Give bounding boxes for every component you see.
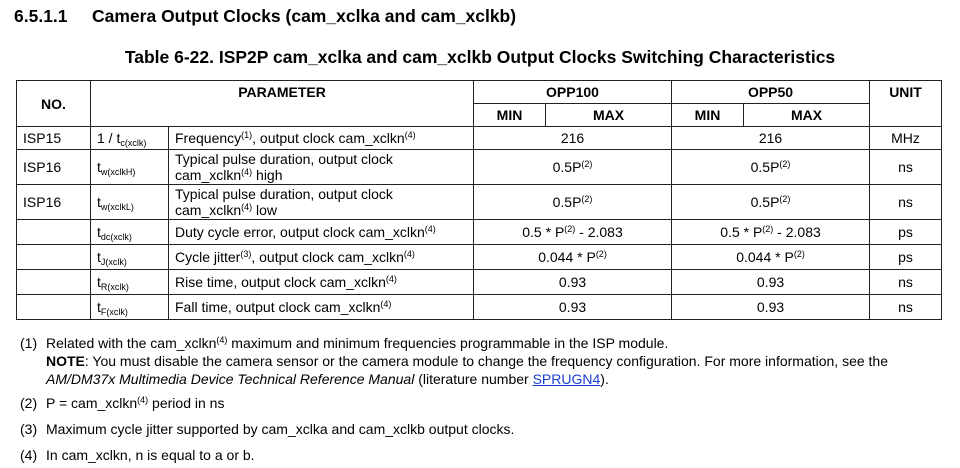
- footnote-ref: (2): [779, 159, 791, 169]
- footnote-ref: (4): [216, 335, 228, 345]
- table-row: [17, 220, 942, 245]
- footnote-ref: (1): [241, 130, 253, 140]
- description-text: high: [252, 167, 283, 183]
- footnote-ref: (2): [581, 159, 593, 169]
- footnote-ref: (4): [137, 395, 149, 405]
- row-unit: ns: [870, 150, 942, 185]
- symbol-subscript: c(xclk): [120, 138, 147, 148]
- footnote-ref: (2): [779, 194, 791, 204]
- opp100-value: [474, 127, 672, 150]
- row-number: [17, 220, 91, 245]
- row-unit: ps: [870, 245, 942, 270]
- opp50-value: [672, 185, 870, 220]
- header-opp50-min: MIN: [672, 104, 744, 127]
- row-description: [169, 270, 474, 295]
- row-symbol: [91, 127, 169, 150]
- note-text: (literature number: [414, 371, 533, 387]
- header-opp100-max: MAX: [546, 104, 672, 127]
- opp50-value: [672, 150, 870, 185]
- description-text: Frequency: [175, 130, 242, 146]
- symbol-subscript: F(xclk): [100, 307, 128, 317]
- row-description: [169, 127, 474, 150]
- symbol-text: 1 / t: [97, 130, 121, 146]
- description-text: Cycle jitter: [175, 249, 241, 265]
- symbol-subscript: R(xclk): [100, 282, 129, 292]
- value-text: 0.5P: [552, 159, 582, 175]
- footnote-ref: (4): [385, 274, 397, 284]
- value-text: 0.5P: [552, 194, 582, 210]
- opp50-value: [672, 220, 870, 245]
- description-text: Duty cycle error, output clock cam_xclkn: [175, 224, 425, 240]
- row-number: ISP15: [17, 127, 91, 150]
- table-row: [17, 295, 942, 320]
- opp50-value: [672, 295, 870, 320]
- table-row: [17, 185, 942, 220]
- footnote-ref: (4): [404, 130, 416, 140]
- footnote-text: P = cam_xclkn: [46, 395, 138, 411]
- row-number: ISP16: [17, 185, 91, 220]
- row-description: [169, 245, 474, 270]
- footnote-text: maximum and minimum frequencies programmable in the ISP module.: [227, 335, 669, 351]
- table-row: [17, 127, 942, 150]
- description-text: low: [252, 202, 278, 218]
- opp100-value: [474, 185, 672, 220]
- value-text: 0.93: [558, 299, 587, 315]
- row-number: ISP16: [17, 150, 91, 185]
- row-symbol: [91, 220, 169, 245]
- footnote-text: Maximum cycle jitter supported by cam_xclka and cam_xclkb output clocks.: [46, 421, 515, 437]
- footnote-ref: (2): [595, 249, 607, 259]
- row-symbol: [91, 185, 169, 220]
- symbol-subscript: w(xclkH): [100, 167, 136, 177]
- symbol-text: t: [97, 299, 101, 315]
- symbol-subscript: dc(xclk): [100, 232, 132, 242]
- table-row: [17, 150, 942, 185]
- switching-characteristics-table: [16, 80, 942, 320]
- footnote-ref: (3): [240, 249, 252, 259]
- footnote-text: Related with the cam_xclkn: [46, 335, 217, 351]
- section-number: 6.5.1.1: [14, 6, 68, 26]
- value-text: 0.5P: [750, 194, 780, 210]
- header-no: NO.: [17, 81, 91, 127]
- header-opp100-min: MIN: [474, 104, 546, 127]
- value-text: 0.044 * P: [538, 249, 596, 265]
- header-unit: UNIT: [870, 81, 942, 127]
- footnote-1: [20, 334, 950, 388]
- note-text: : You must disable the camera sensor or the camera module to change the frequency configuration. For more information, see the: [84, 353, 889, 369]
- table-row: [17, 245, 942, 270]
- footnote-mark: (1): [20, 335, 38, 351]
- row-unit: ns: [870, 185, 942, 220]
- row-description: [169, 185, 474, 220]
- footnote-ref: (4): [380, 299, 392, 309]
- footnote-mark: (2): [20, 395, 38, 411]
- footnote-ref: (4): [424, 224, 436, 234]
- row-symbol: [91, 150, 169, 185]
- table-row: [17, 270, 942, 295]
- description-text: , output clock cam_xclkn: [252, 130, 405, 146]
- row-number: [17, 245, 91, 270]
- footnote-ref: (2): [762, 224, 774, 234]
- row-unit: ns: [870, 295, 942, 320]
- note-label: NOTE: [46, 353, 85, 369]
- symbol-text: t: [97, 274, 101, 290]
- opp100-value: [474, 245, 672, 270]
- symbol-subscript: w(xclkL): [100, 202, 134, 212]
- row-symbol: [91, 245, 169, 270]
- table-caption: Table 6-22. ISP2P cam_xclka and cam_xclkb Output Clocks Switching Characteristics: [124, 47, 836, 67]
- opp100-value: [474, 150, 672, 185]
- description-text: Typical pulse duration, output clock cam_xclkn: [175, 151, 393, 183]
- value-text: 216: [758, 130, 783, 146]
- footnote-4: [20, 446, 950, 464]
- value-text: 0.5 * P: [522, 224, 565, 240]
- footnote-ref: (4): [241, 202, 253, 212]
- literature-link[interactable]: SPRUGN4: [532, 371, 601, 387]
- description-text: Fall time, output clock cam_xclkn: [175, 299, 381, 315]
- row-unit: ps: [870, 220, 942, 245]
- description-text: Typical pulse duration, output clock cam_xclkn: [175, 186, 393, 218]
- value-text: 0.5P: [750, 159, 780, 175]
- value-text: 0.93: [558, 274, 587, 290]
- footnote-text: In cam_xclkn, n is equal to a or b.: [46, 447, 255, 463]
- symbol-text: t: [97, 249, 101, 265]
- note-text: ).: [600, 371, 609, 387]
- row-description: [169, 150, 474, 185]
- symbol-text: t: [97, 224, 101, 240]
- value-text: - 2.083: [575, 224, 623, 240]
- footnote-mark: (3): [20, 421, 38, 437]
- symbol-subscript: J(xclk): [100, 257, 127, 267]
- footnote-ref: (4): [403, 249, 415, 259]
- opp50-value: [672, 270, 870, 295]
- header-opp50-max: MAX: [744, 104, 870, 127]
- footnote-text: period in ns: [148, 395, 225, 411]
- footnote-3: [20, 420, 950, 438]
- opp100-value: [474, 220, 672, 245]
- row-symbol: [91, 295, 169, 320]
- table-footnotes: [20, 334, 950, 464]
- value-text: 216: [560, 130, 585, 146]
- value-text: 0.93: [756, 299, 785, 315]
- row-number: [17, 270, 91, 295]
- row-unit: ns: [870, 270, 942, 295]
- header-opp50: OPP50: [672, 81, 870, 104]
- header-row: [17, 81, 942, 104]
- value-text: 0.93: [756, 274, 785, 290]
- row-number: [17, 295, 91, 320]
- description-text: Rise time, output clock cam_xclkn: [175, 274, 386, 290]
- footnote-ref: (2): [564, 224, 576, 234]
- row-description: [169, 220, 474, 245]
- opp50-value: [672, 245, 870, 270]
- row-unit: MHz: [870, 127, 942, 150]
- value-text: 0.044 * P: [736, 249, 794, 265]
- header-opp100: OPP100: [474, 81, 672, 104]
- header-parameter: PARAMETER: [91, 81, 474, 127]
- value-text: - 2.083: [773, 224, 821, 240]
- section-heading: [14, 6, 516, 27]
- opp50-value: [672, 127, 870, 150]
- section-title: Camera Output Clocks (cam_xclka and cam_xclkb): [92, 6, 517, 26]
- footnote-ref: (2): [793, 249, 805, 259]
- footnote-mark: (4): [20, 447, 38, 463]
- footnote-2: [20, 394, 950, 412]
- opp100-value: [474, 270, 672, 295]
- row-description: [169, 295, 474, 320]
- symbol-text: t: [97, 194, 101, 210]
- value-text: 0.5 * P: [720, 224, 763, 240]
- description-text: , output clock cam_xclkn: [251, 249, 404, 265]
- footnote-ref: (4): [241, 167, 253, 177]
- manual-title: AM/DM37x Multimedia Device Technical Reference Manual: [46, 371, 415, 387]
- footnote-ref: (2): [581, 194, 593, 204]
- row-symbol: [91, 270, 169, 295]
- opp100-value: [474, 295, 672, 320]
- symbol-text: t: [97, 159, 101, 175]
